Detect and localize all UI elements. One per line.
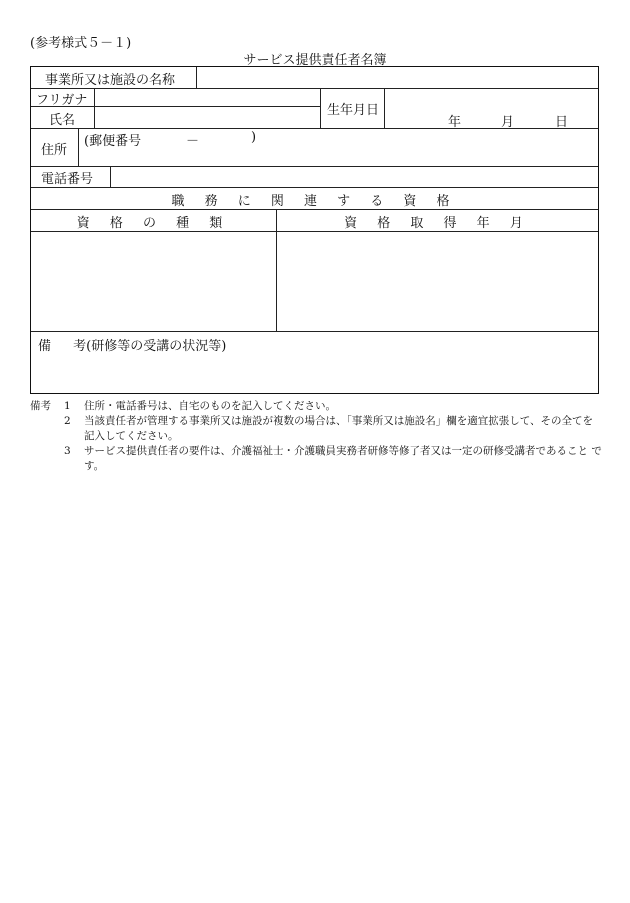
note-item: [30, 399, 602, 414]
row-divider: [31, 331, 598, 332]
note-number: 1: [64, 400, 71, 412]
document-title: サービス提供責任者名簿: [243, 53, 387, 68]
column-divider: [320, 88, 321, 128]
name-field[interactable]: [95, 107, 320, 128]
qualification-type-field[interactable]: [31, 232, 276, 331]
remarks-label: 備 考(研修等の受講の状況等): [38, 339, 227, 354]
note-item: [30, 444, 602, 474]
birth-year-label: 年: [448, 115, 462, 130]
birthdate-label: 生年月日: [327, 103, 380, 118]
postal-code-suffix: ): [251, 130, 257, 145]
note-text: サービス提供責任者の要件は、介護福祉士・介護職員実務者研修等修了者又は一定の研修受講者であること です。: [84, 445, 602, 472]
note-number: 3: [64, 445, 71, 457]
qualification-type-header: 資 格 の 種 類: [76, 216, 231, 231]
qualifications-header: 職 務 に 関 連 す る 資 格: [171, 194, 458, 209]
remarks-field[interactable]: [31, 352, 598, 392]
phone-label: 電話番号: [41, 172, 94, 187]
row-divider: [31, 209, 598, 210]
office-name-label: 事業所又は施設の名称: [45, 73, 176, 88]
furigana-label: フリガナ: [36, 93, 88, 108]
notes-heading: 備考: [30, 400, 51, 412]
note-item: [30, 414, 602, 444]
postal-code-dash: －: [186, 134, 200, 149]
furigana-field[interactable]: [95, 88, 320, 106]
notes-section: [30, 399, 602, 474]
note-text: 住所・電話番号は、自宅のものを記入してください。: [84, 400, 336, 412]
postal-code-prefix: (郵便番号: [84, 134, 142, 149]
qualification-date-header: 資 格 取 得 年 月: [344, 216, 531, 231]
name-label: 氏名: [49, 113, 76, 128]
note-text: 当該責任者が管理する事業所又は施設が複数の場合は、「事業所又は施設名」欄を適宜拡張して、その全てを記入してください。: [84, 415, 594, 442]
birth-day-label: 日: [555, 115, 569, 130]
row-divider: [31, 187, 598, 188]
address-field[interactable]: [79, 147, 598, 166]
qualification-date-field[interactable]: [277, 232, 598, 331]
note-number: 2: [64, 415, 71, 427]
office-name-field[interactable]: [197, 67, 598, 88]
staff-roster-form: [30, 66, 599, 394]
phone-field[interactable]: [111, 166, 598, 187]
birth-month-label: 月: [501, 115, 515, 130]
reference-form-number: (参考様式５－１): [30, 36, 132, 51]
column-divider: [384, 88, 385, 128]
address-label: 住所: [41, 143, 68, 158]
